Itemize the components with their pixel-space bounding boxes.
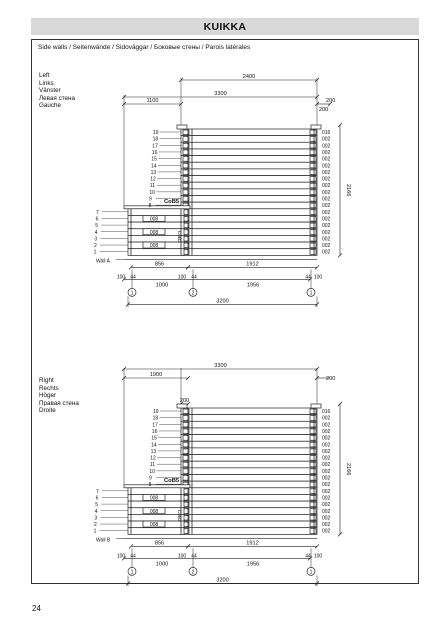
porch-beam xyxy=(124,206,190,209)
log-number: 11 xyxy=(149,183,156,190)
wall-log xyxy=(181,215,317,222)
wall-log xyxy=(181,421,317,428)
log-code: 002 xyxy=(322,448,331,455)
wall-log xyxy=(181,455,317,462)
log-end-right xyxy=(310,476,316,481)
log-code: 002 xyxy=(322,249,331,256)
porch-log xyxy=(128,209,184,216)
porch-log xyxy=(128,222,184,229)
top-cap-right xyxy=(311,125,321,129)
log-number: 17 xyxy=(152,143,158,150)
log-end-right xyxy=(310,243,316,248)
log-code: 002 xyxy=(322,515,331,522)
log-code: 002 xyxy=(322,508,331,515)
log-code: 002 xyxy=(322,243,331,250)
wall-log xyxy=(181,182,317,189)
porch-code: 008 xyxy=(149,243,159,250)
dim-3300-label: 3300 xyxy=(214,363,227,370)
log-number: 13 xyxy=(150,169,157,176)
log-code: 002 xyxy=(322,169,331,176)
log-code: 002 xyxy=(322,196,331,203)
log-code: 002 xyxy=(322,209,331,216)
dim-2166-label: 2166 xyxy=(345,183,351,197)
right-label-sv: Höger xyxy=(39,392,57,400)
log-code: 002 xyxy=(322,468,331,475)
axis-marker-3-label: 1 xyxy=(309,569,313,576)
log-end-right xyxy=(310,529,316,534)
log-end-right xyxy=(310,515,316,520)
log-code: 016 xyxy=(322,130,331,136)
left-label-de: Links xyxy=(39,79,54,87)
wall-log xyxy=(181,528,317,535)
wall-log xyxy=(181,408,317,415)
wall-log xyxy=(181,468,317,475)
dim-44-label: 44 xyxy=(130,274,136,281)
log-end-right xyxy=(310,157,316,162)
log-end-right xyxy=(310,230,316,235)
log-number: 7 xyxy=(96,209,99,216)
log-code: 002 xyxy=(322,223,331,230)
wall-log xyxy=(181,448,317,455)
axis-marker-3-label: 1 xyxy=(309,290,313,297)
log-number: 19 xyxy=(153,130,159,136)
log-number: 12 xyxy=(150,176,156,183)
left-label-sv: Vänster xyxy=(39,87,61,95)
log-code: 002 xyxy=(322,435,331,442)
dim-856-label: 856 xyxy=(154,540,165,547)
dim-3200-label: 3200 xyxy=(216,298,229,305)
section-subtitle: Side walls / Seitenwände / Sidoväggar / Боковые стены / Parois latérales xyxy=(38,44,251,51)
log-number: 4 xyxy=(94,508,98,515)
dim-44c-label: 44 xyxy=(305,274,311,281)
wall-log xyxy=(181,196,317,203)
log-number: 3 xyxy=(94,236,98,243)
log-end-right xyxy=(310,190,316,195)
log-end-right xyxy=(310,163,316,168)
porch-log xyxy=(128,514,184,521)
wall-log xyxy=(181,229,317,236)
wall-log xyxy=(181,142,317,149)
log-code: 016 xyxy=(322,409,331,415)
dim-3200-label: 3200 xyxy=(216,577,229,584)
log-end-right xyxy=(310,436,316,441)
dim-100c-label: 100 xyxy=(313,553,323,560)
log-end-right xyxy=(310,495,316,500)
log-code: 002 xyxy=(322,229,331,236)
log-end-right xyxy=(310,429,316,434)
log-code: 002 xyxy=(322,156,331,163)
dim-100-label: 100 xyxy=(116,553,126,560)
log-end-right xyxy=(310,462,316,467)
right-wall-drawing xyxy=(94,363,351,586)
log-code: 002 xyxy=(322,475,331,482)
log-end-right xyxy=(310,482,316,487)
log-code: 002 xyxy=(322,442,331,449)
log-number: 5 xyxy=(95,223,98,230)
log-number: 8 xyxy=(148,482,152,489)
log-code: 002 xyxy=(322,216,331,223)
wall-log xyxy=(181,149,317,156)
log-number: 10 xyxy=(149,468,155,475)
log-number: 12 xyxy=(150,455,156,462)
porch-log xyxy=(128,488,184,495)
cob5-label: CoB5 xyxy=(164,477,180,484)
wall-log xyxy=(181,494,317,501)
log-code: 002 xyxy=(322,136,331,143)
wall-log xyxy=(181,475,317,482)
left-label-en: Left xyxy=(39,72,50,79)
log-end-right xyxy=(310,197,316,202)
log-number: 1 xyxy=(93,249,97,256)
log-number: 9 xyxy=(149,196,152,203)
log-number: 15 xyxy=(151,435,157,442)
wall-log xyxy=(181,415,317,422)
page-number: 24 xyxy=(32,604,41,613)
dim-1000-label: 1000 xyxy=(155,282,169,289)
dim-44c-label: 44 xyxy=(305,553,311,560)
log-end-right xyxy=(310,509,316,514)
wall-log xyxy=(181,169,317,176)
log-end-right xyxy=(310,210,316,215)
log-code: 002 xyxy=(322,163,331,170)
wall-log xyxy=(181,461,317,468)
log-end-right xyxy=(310,236,316,241)
log-number: 18 xyxy=(152,415,159,422)
log-code: 002 xyxy=(322,462,331,469)
dim-44b-label: 44 xyxy=(191,553,197,560)
right-label-en: Right xyxy=(39,377,54,384)
wall-log xyxy=(181,488,317,495)
log-number: 18 xyxy=(152,136,159,143)
wall-id: Wall B xyxy=(96,537,111,544)
log-number: 19 xyxy=(153,409,159,415)
wall-log xyxy=(181,481,317,488)
log-number: 4 xyxy=(94,229,98,236)
log-code: 002 xyxy=(322,522,331,529)
dim-1900-label: 1900 xyxy=(149,372,163,379)
log-code: 002 xyxy=(322,502,331,509)
dim-44b-label: 44 xyxy=(191,274,197,281)
log-code: 002 xyxy=(322,189,331,196)
log-number: 8 xyxy=(148,203,152,210)
wall-log xyxy=(181,202,317,209)
porch-code: 008 xyxy=(149,522,159,529)
log-number: 3 xyxy=(94,515,98,522)
dim-3300-label: 3300 xyxy=(214,91,227,98)
log-end-right xyxy=(310,130,316,135)
porch-log xyxy=(128,249,184,256)
dim-100b-label: 100 xyxy=(177,553,187,560)
log-code: 002 xyxy=(322,495,331,502)
axis-marker-2-label: 2 xyxy=(191,290,195,297)
log-code: 002 xyxy=(322,488,331,495)
porch-log xyxy=(128,501,184,508)
log-end-right xyxy=(310,203,316,208)
log-end-right xyxy=(310,137,316,142)
log-number: 6 xyxy=(95,495,99,502)
wall-log xyxy=(181,435,317,442)
log-end-right xyxy=(310,177,316,182)
dim-200-label: 200 xyxy=(179,398,190,405)
log-end-right xyxy=(310,456,316,461)
wall-log xyxy=(181,514,317,521)
axis-marker-2-label: 2 xyxy=(191,569,195,576)
log-end-right xyxy=(310,170,316,175)
log-number: 11 xyxy=(149,462,156,469)
log-number: 9 xyxy=(149,475,152,482)
log-number: 2 xyxy=(94,522,97,529)
wall-log xyxy=(181,521,317,528)
log-code: 002 xyxy=(322,428,331,435)
wall-log xyxy=(181,189,317,196)
porch-beam xyxy=(124,485,190,488)
log-end-right xyxy=(310,416,316,421)
log-code: 002 xyxy=(322,149,331,156)
top-cap-left xyxy=(177,404,187,408)
dim-100-label: 100 xyxy=(116,274,126,281)
log-number: 13 xyxy=(150,448,157,455)
door-code: CoB2 xyxy=(176,509,181,522)
dim-200b-text: 200 xyxy=(326,376,336,382)
dim-200-text: 200 xyxy=(326,98,336,104)
dim-2166-label: 2166 xyxy=(345,462,351,476)
log-end-right xyxy=(310,143,316,148)
dim-100c-label: 100 xyxy=(313,274,323,281)
log-end-right xyxy=(310,409,316,414)
dim-1912-label: 1912 xyxy=(246,540,259,547)
axis-marker-1-label: 1 xyxy=(130,290,134,297)
log-end-right xyxy=(310,223,316,228)
left-label-ru: Левая стена xyxy=(39,94,76,102)
wall-log xyxy=(181,156,317,163)
wall-log xyxy=(181,501,317,508)
wall-log xyxy=(181,242,317,249)
log-end-right xyxy=(310,250,316,255)
log-code: 002 xyxy=(322,482,331,489)
wall-log xyxy=(181,209,317,216)
log-number: 1 xyxy=(93,528,97,535)
log-number: 16 xyxy=(151,428,158,435)
top-cap-right xyxy=(311,404,321,408)
log-number: 10 xyxy=(149,189,155,196)
log-code: 002 xyxy=(322,203,331,210)
log-end-right xyxy=(310,442,316,447)
dim-44-label: 44 xyxy=(130,553,136,560)
log-end-right xyxy=(310,449,316,454)
log-end-right xyxy=(310,469,316,474)
right-label-ru: Правая стена xyxy=(39,399,79,407)
wall-log xyxy=(181,235,317,242)
dim-1956-label: 1956 xyxy=(246,561,260,568)
log-end-right xyxy=(310,522,316,527)
wall-log xyxy=(181,176,317,183)
log-number: 16 xyxy=(151,149,158,156)
dim-100b-label: 100 xyxy=(177,274,187,281)
right-label-de: Rechts xyxy=(39,384,59,392)
top-cap-left xyxy=(177,125,187,129)
log-number: 15 xyxy=(151,156,157,163)
door-code: CoB2 xyxy=(176,230,181,243)
log-number: 5 xyxy=(95,502,98,509)
porch-code: 008 xyxy=(149,508,159,515)
log-code: 002 xyxy=(322,236,331,243)
log-end-right xyxy=(310,502,316,507)
log-number: 14 xyxy=(151,163,157,170)
dim-1100-label: 1100 xyxy=(146,98,159,105)
log-end-right xyxy=(310,216,316,221)
porch-log xyxy=(128,235,184,242)
wall-log xyxy=(181,129,317,136)
log-code: 002 xyxy=(322,422,331,429)
log-end-right xyxy=(310,422,316,427)
wall-log xyxy=(181,428,317,435)
wall-log xyxy=(181,441,317,448)
dim-200-label: 200 xyxy=(318,107,329,113)
log-number: 7 xyxy=(96,488,99,495)
porch-code: 008 xyxy=(149,216,159,223)
log-code: 002 xyxy=(322,143,331,150)
right-label-fr: Droite xyxy=(39,407,56,415)
cob5-label: CoB5 xyxy=(164,198,180,205)
wall-log xyxy=(181,249,317,256)
left-wall-drawing xyxy=(94,74,351,307)
dim-1956-label: 1956 xyxy=(246,282,260,289)
wall-log xyxy=(181,162,317,169)
wall-log xyxy=(181,508,317,515)
dim-1000-label: 1000 xyxy=(155,561,169,568)
log-code: 002 xyxy=(322,455,331,462)
log-number: 14 xyxy=(151,442,157,449)
log-number: 2 xyxy=(94,243,97,250)
log-code: 002 xyxy=(322,183,331,190)
dim-856-label: 856 xyxy=(154,261,165,268)
wall-id: Wall A xyxy=(96,258,110,265)
dim-2400-label: 2400 xyxy=(242,74,256,81)
axis-marker-1-label: 1 xyxy=(130,569,134,576)
wall-log xyxy=(181,136,317,143)
porch-code: 008 xyxy=(149,495,159,502)
left-label-fr: Gauche xyxy=(39,102,62,110)
log-end-right xyxy=(310,183,316,188)
wall-log xyxy=(181,222,317,229)
porch-code: 008 xyxy=(149,229,159,236)
log-code: 002 xyxy=(322,176,331,183)
log-number: 17 xyxy=(152,422,158,429)
log-end-right xyxy=(310,489,316,494)
dim-1912-label: 1912 xyxy=(246,261,259,268)
header-title: KUIKKA xyxy=(203,20,247,33)
log-code: 002 xyxy=(322,415,331,422)
porch-log xyxy=(128,528,184,535)
log-end-right xyxy=(310,150,316,155)
log-code: 002 xyxy=(322,528,331,535)
log-number: 6 xyxy=(95,216,99,223)
